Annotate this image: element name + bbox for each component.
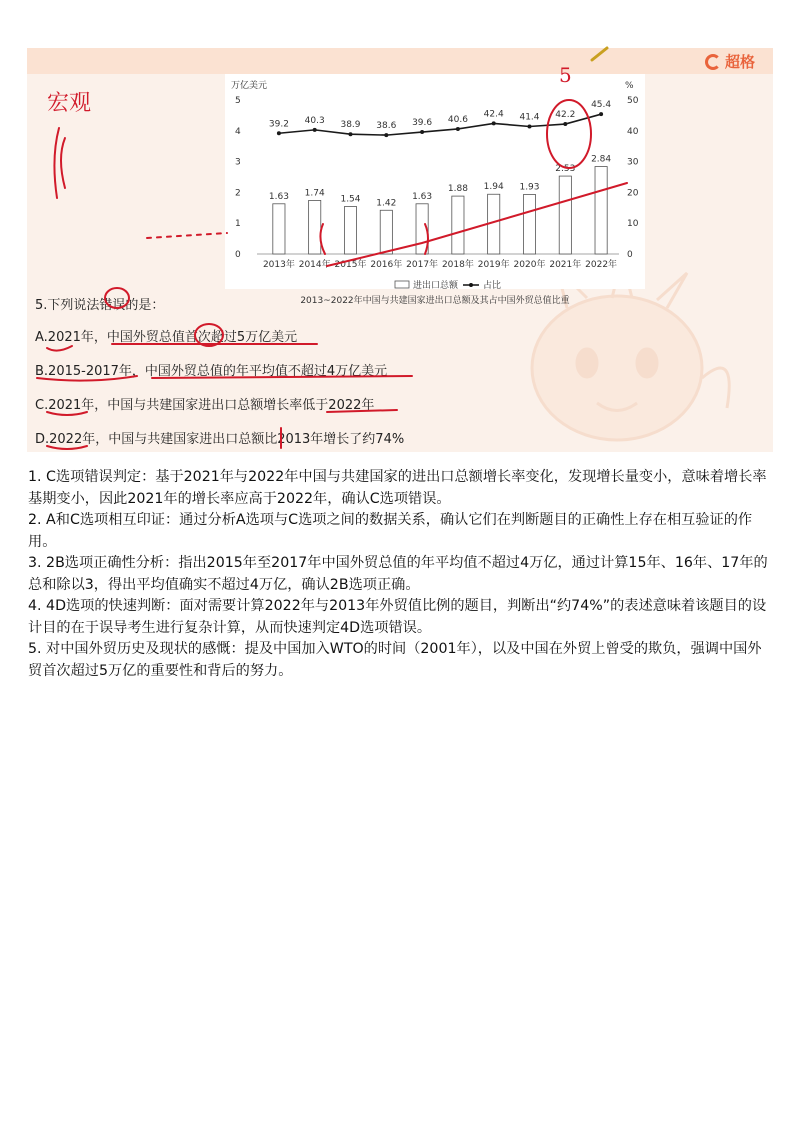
bar [380,210,392,254]
line-point [349,132,353,136]
y-left-unit: 万亿美元 [231,81,268,91]
legend-line-label: 占比 [483,281,502,291]
note-2: 2. A和C选项相互印证：通过分析A选项与C选项之间的数据关系，确认它们在判断题目的正确性上存在相互验证的作用。 [28,512,753,550]
x-tick: 2016年 [370,260,403,270]
line-point [599,112,603,116]
brand-name: 超格 [724,53,755,71]
line-point [313,128,317,132]
line-label: 39.6 [412,118,433,129]
line-point [277,131,281,135]
line-point [528,124,532,128]
bar [273,204,285,254]
bar-label: 1.54 [340,194,361,205]
bar [309,200,321,254]
y-right-unit: % [625,81,634,91]
bar-label: 1.94 [483,182,504,193]
option-b: B.2015-2017年，中国外贸总值的年平均值不超过4万亿美元 [35,364,388,379]
y-right-tick: 40 [627,126,639,137]
handwritten-number: 5 [559,63,572,87]
dashed-mark [147,233,227,238]
bar-label: 1.63 [268,191,289,202]
line-label: 39.2 [268,119,289,130]
brand-logo [705,51,755,72]
bracket-mark [54,128,59,198]
y-right-tick: 10 [627,219,639,230]
y-left-tick: 0 [235,250,241,260]
top-band [27,28,773,48]
bar [416,204,428,254]
option-d: D.2022年，中国与共建国家进出口总额比2013年增长了约74% [35,432,405,447]
note-1: 1. C选项错误判定：基于2021年与2022年中国与共建国家的进出口总额增长率变化，发现增长量变小，意味着增长率基期变小，因此2021年的增长率应高于2022年，确认C选项错误。 [28,469,767,507]
bracket-mark [61,138,65,188]
x-tick: 2017年 [406,260,439,270]
x-tick: 2015年 [334,260,367,270]
line-label: 38.9 [340,120,361,131]
y-left-tick: 2 [235,188,241,199]
x-tick: 2019年 [477,260,510,270]
notes-section [28,467,774,682]
bar [344,207,356,254]
chart [225,74,645,334]
bar [452,196,464,254]
line-label: 40.3 [304,115,325,126]
bar-label: 1.74 [304,188,325,199]
bar-label: 1.93 [519,182,540,193]
line-point [492,121,496,125]
line-label: 42.4 [483,109,504,120]
bar [523,195,535,254]
bar [488,194,500,254]
underline-mark [47,346,72,351]
y-left-tick: 3 [235,157,241,168]
y-left-tick: 5 [235,96,241,106]
option-a: A.2021年，中国外贸总值首次超过5万亿美元 [35,330,298,345]
x-tick: 2021年 [549,260,582,270]
line-point [384,133,388,137]
screenshot-panel [27,28,773,452]
bar-label: 1.42 [376,198,397,209]
note-3: 3. 2B选项正确性分析：指出2015年至2017年中国外贸总值的年平均值不超过4万亿，通过计算15年、16年、17年的总和除以3，得出平均值确实不超过4万亿，确认2B选项正确。 [28,555,768,593]
bar [559,176,571,254]
y-right-tick: 20 [627,188,639,199]
line-label: 45.4 [591,100,612,111]
line-point [456,127,460,131]
line-series [279,114,601,135]
option-c: C.2021年，中国与共建国家进出口总额增长率低于2022年 [35,398,375,413]
bar-label: 1.63 [412,191,433,202]
x-tick: 2022年 [585,260,618,270]
bar-label: 1.88 [447,184,468,195]
x-tick: 2018年 [441,260,474,270]
brand-g-icon [705,54,721,70]
question-stem: 5.下列说法错误的是： [35,298,165,313]
y-right-tick: 0 [627,250,633,260]
y-left-tick: 1 [235,219,241,230]
bar-label: 2.53 [555,164,576,175]
y-left-tick: 4 [235,126,241,137]
legend-bar-label: 进出口总额 [413,281,459,291]
note-4: 4. 4D选项的快速判断：面对需要计算2022年与2013年外贸值比例的题目，判断出“约74%”的表述意味着该题目的设计目的在于误导考生进行复杂计算，从而快速判定4D选项错误。 [28,598,767,636]
x-tick: 2014年 [298,260,331,270]
x-tick: 2013年 [262,260,295,270]
line-label: 40.6 [447,114,468,125]
legend-line-point [469,283,473,287]
line-label: 38.6 [376,121,397,132]
header-band [27,48,773,74]
handwritten-note: 宏观 [47,91,92,116]
line-point [563,122,567,126]
y-right-tick: 50 [627,96,639,106]
y-right-tick: 30 [627,157,639,168]
legend-bar-swatch [395,281,409,288]
bar-label: 2.84 [591,154,612,165]
bar [595,167,607,254]
note-5: 5. 对中国外贸历史及现状的感慨：提及中国加入WTO的时间（2001年），以及中国在外贸上曾受的欺负，强调中国外贸首次超过5万亿的重要性和背后的努力。 [28,641,762,679]
x-tick: 2020年 [513,260,546,270]
line-label: 41.4 [519,112,540,123]
line-point [420,130,424,134]
line-label: 42.2 [555,110,576,121]
chart-title: 2013~2022年中国与共建国家进出口总额及其占中国外贸总值比重 [300,296,570,306]
